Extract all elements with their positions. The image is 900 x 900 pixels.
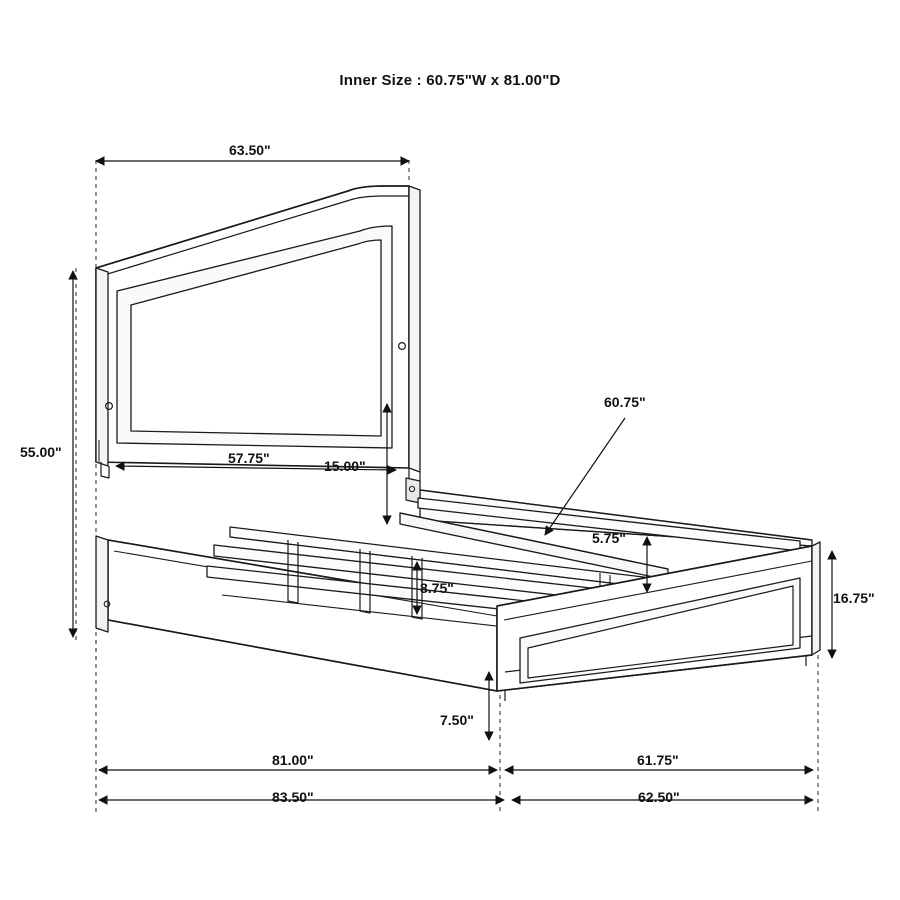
- dim-rail-height: 8.75": [420, 580, 454, 596]
- page-title: Inner Size : 60.75"W x 81.00"D: [339, 72, 561, 89]
- dim-slat-gap: 5.75": [592, 530, 626, 546]
- dim-inner-depth: 81.00": [272, 752, 314, 768]
- dim-footboard-height: 16.75": [833, 590, 875, 606]
- dim-footboard-clearance: 7.50": [440, 712, 474, 728]
- dim-headboard-width: 63.50": [229, 142, 271, 158]
- headboard-group: [96, 186, 420, 489]
- dim-mattress-width: 60.75": [604, 394, 646, 410]
- dim-headboard-to-rail: 15.00": [324, 458, 366, 474]
- dim-total-height: 55.00": [20, 444, 62, 460]
- dim-headboard-inner-width: 57.75": [228, 450, 270, 466]
- dim-footboard-width: 61.75": [637, 752, 679, 768]
- dim-overall-width: 62.50": [638, 789, 680, 805]
- dim-overall-depth: 83.50": [272, 789, 314, 805]
